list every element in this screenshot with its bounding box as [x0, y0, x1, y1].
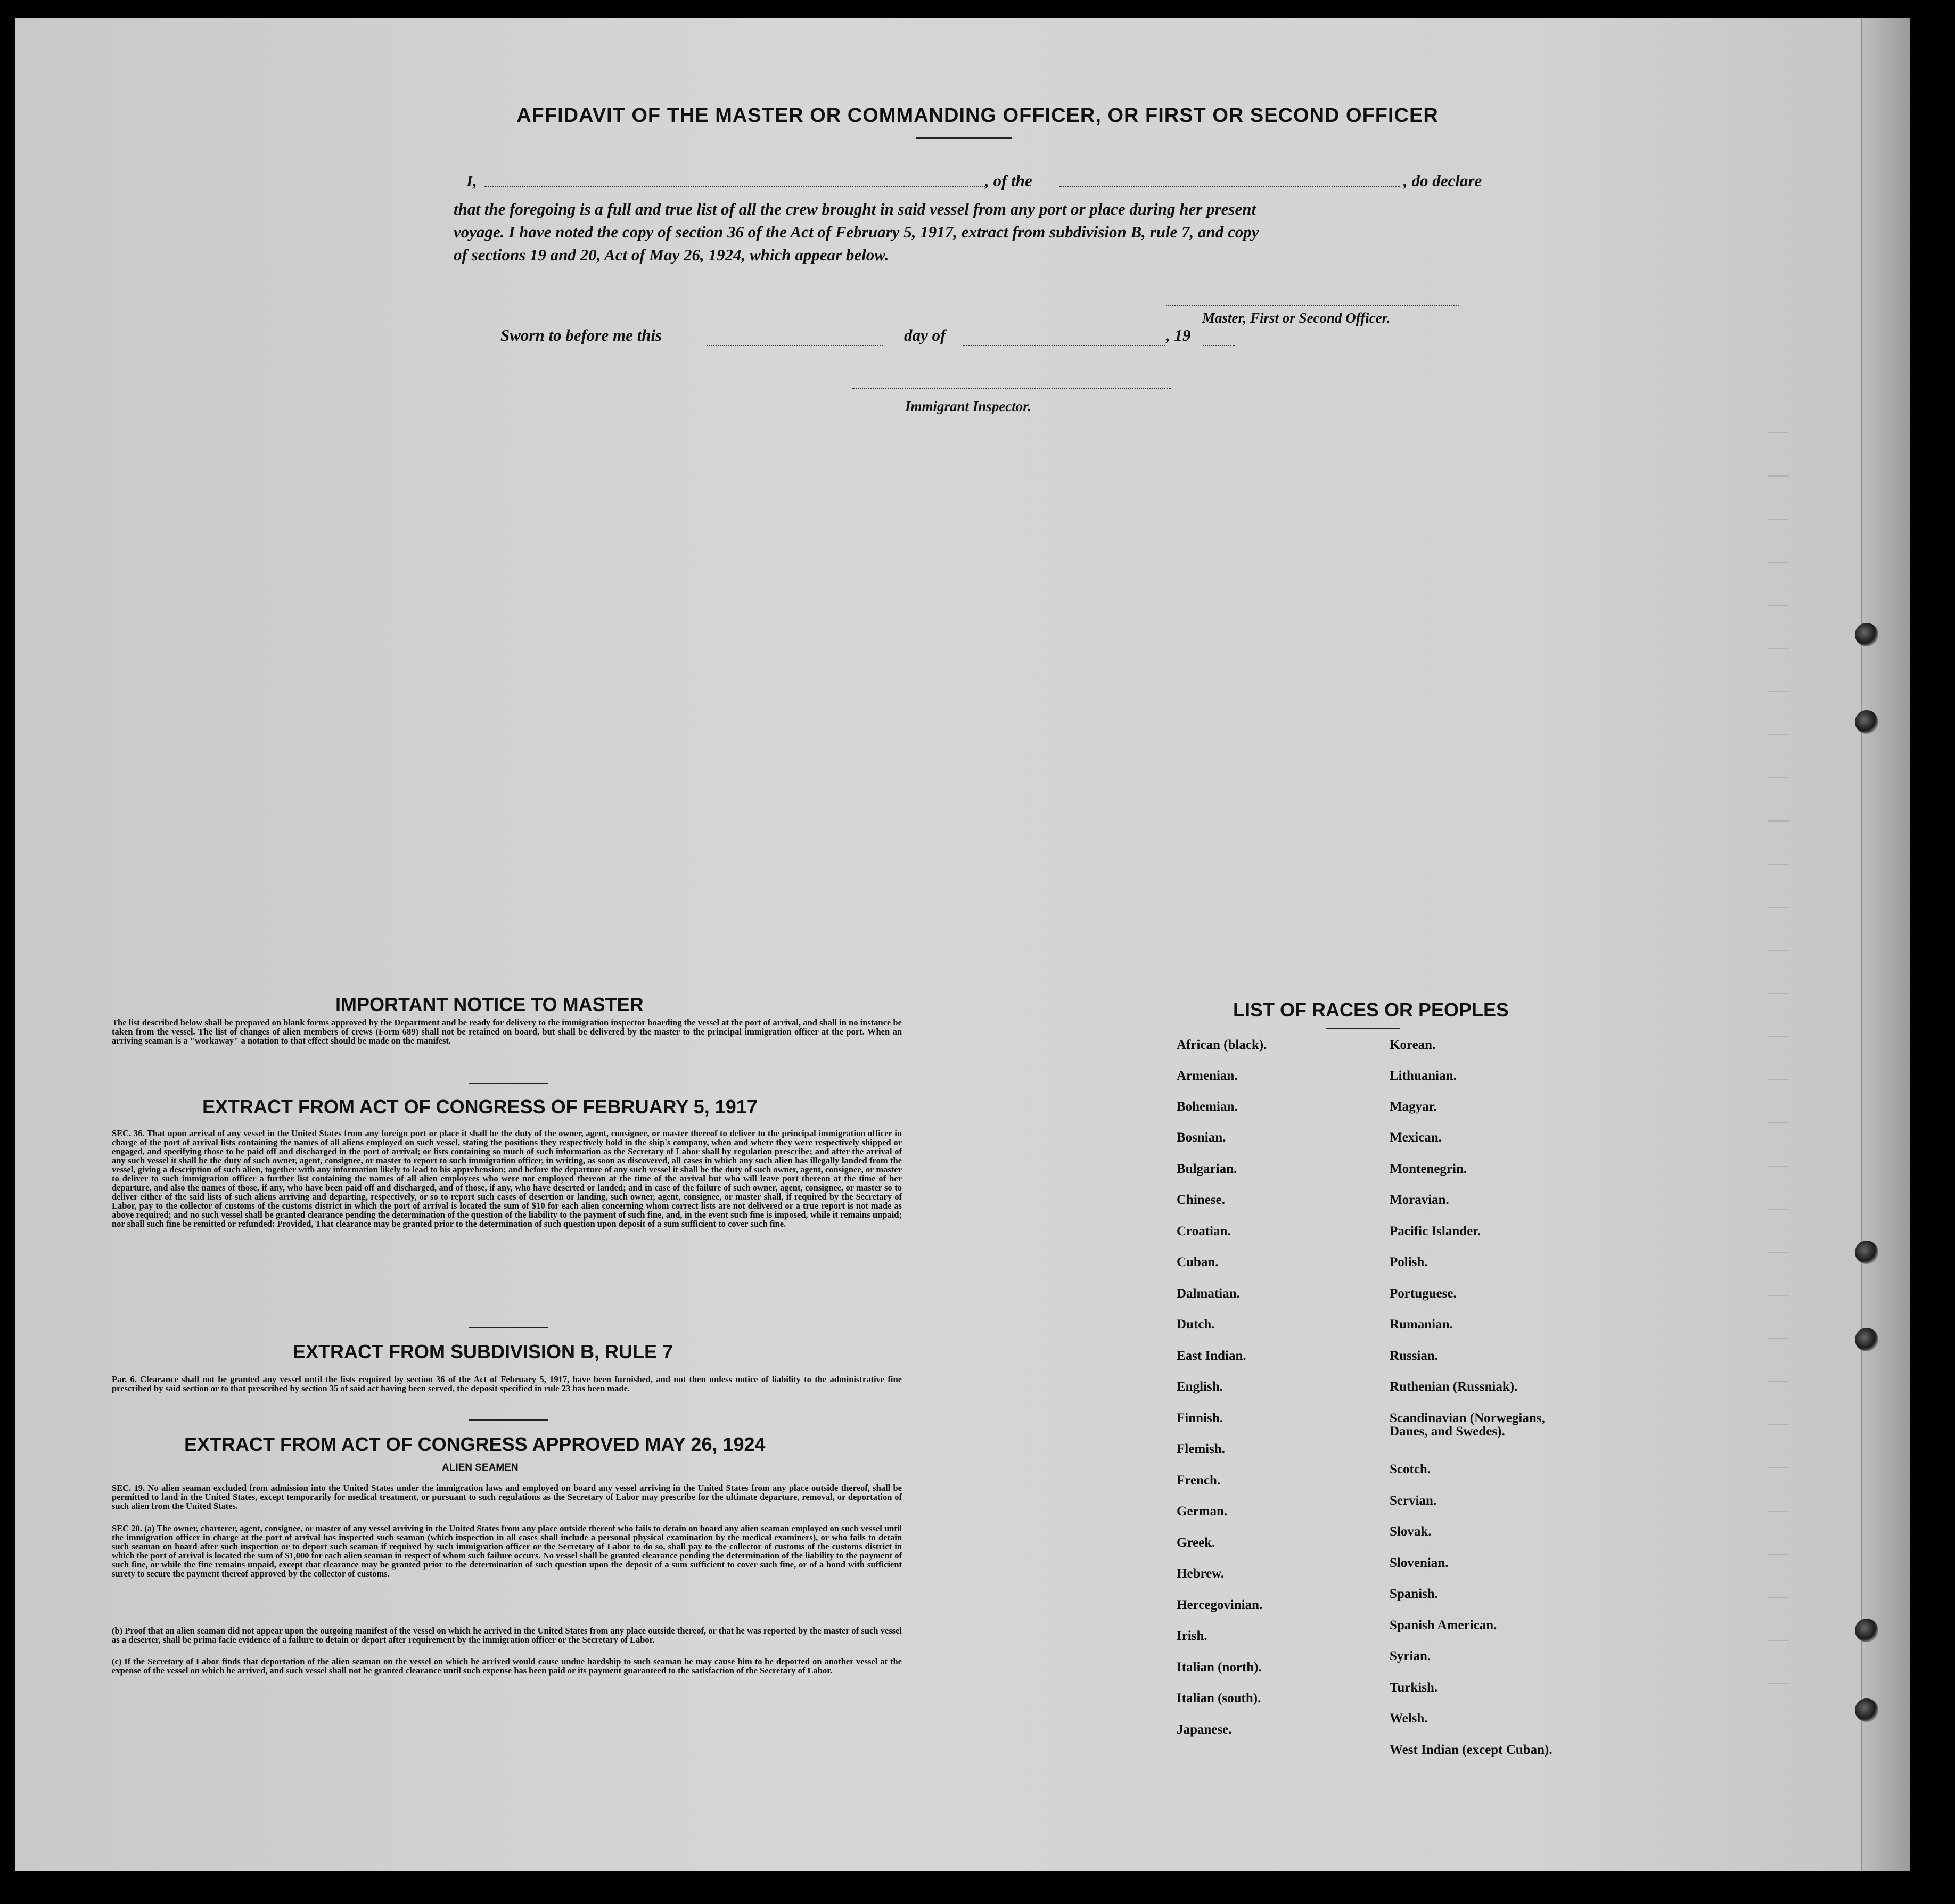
punch-hole [1855, 1619, 1878, 1642]
bleed-through-row [1768, 1424, 1789, 1425]
bleed-through-row [1768, 562, 1789, 563]
bleed-through-row [1768, 864, 1789, 865]
year-label: , 19 [1166, 326, 1191, 344]
rule-7-text: Par. 6. Clearance shall not be granted any vessel until the lists required by section 36 of the Act of February 5, 1917, have been furnished, and not then unless notice of liability to the administrative fine prescribed by said section or to that prescribed by section 35 of said act having been served, the deposit specified in rule 23 has been made. [112, 1374, 902, 1393]
bleed-through-row [1768, 1166, 1789, 1167]
bleed-through-row [1768, 432, 1789, 433]
bleed-through-row [1768, 1295, 1789, 1296]
affidavit-of-the: , of the [985, 171, 1032, 190]
races-title: LIST OF RACES OR PEOPLES [1233, 999, 1509, 1021]
punch-hole [1855, 1698, 1878, 1722]
affidavit-line-1: that the foregoing is a full and true list of all the crew brought in said vessel from any port or place during her present [454, 200, 1256, 218]
race-item-left: Bulgarian. [1177, 1162, 1237, 1176]
race-item-left: French. [1177, 1473, 1221, 1488]
bleed-through-row [1768, 1252, 1789, 1253]
act-1924-sec20a: SEC 20. (a) The owner, charterer, agent, consignee, or master of any vessel arriving in the United States from any place outside thereof who fails to detain on board any alien seaman employed on such vessel until the immigration officer in charge at the port of arrival has inspected such seaman (which inspection in all cases shall include a personal physical examination by the medical examiners), or who fails to detain such seaman on board after such inspection or to deport such seaman if required by such immigration officer or the Secretary of Labor to do so, shall pay to the collector of customs of the customs district in which the port of arrival is located the sum of $1,000 for each alien seaman in respect of whom such failure occurs. No vessel shall be granted clearance pending the determination of the liability to the payment of such fine, or while the fine remains unpaid, except that clearance may be granted prior to the determination of such question upon the deposit of a sum sufficient to cover such fine, or of a bond with sufficient surety to secure the payment thereof approved by the collector of customs. [112, 1523, 902, 1579]
race-item-left: Dutch. [1177, 1317, 1215, 1332]
bleed-through-row [1768, 1209, 1789, 1210]
punch-hole [1855, 710, 1878, 734]
race-item-right: Slovenian. [1390, 1556, 1449, 1570]
race-item-left: German. [1177, 1504, 1228, 1519]
race-item-right: Spanish American. [1390, 1618, 1497, 1632]
race-item-left: Irish. [1177, 1629, 1208, 1643]
bleed-through-row [1768, 475, 1789, 477]
bleed-through-row [1768, 691, 1789, 692]
race-item-right: Syrian. [1390, 1649, 1431, 1663]
act-1924-title: EXTRACT FROM ACT OF CONGRESS APPROVED MAY 26, 1924 [184, 1433, 766, 1455]
race-item-right: Slovak. [1390, 1524, 1432, 1539]
race-item-left: Cuban. [1177, 1255, 1219, 1269]
race-item-right: Ruthenian (Russniak). [1390, 1380, 1518, 1394]
affidavit-title: AFFIDAVIT OF THE MASTER OR COMMANDING OFFICER, OR FIRST OR SECOND OFFICER [516, 104, 1439, 127]
race-item-left: Croatian. [1177, 1224, 1231, 1238]
divider [1326, 1028, 1400, 1029]
bleed-through-row [1768, 1511, 1789, 1512]
race-item-right: Pacific Islander. [1390, 1224, 1481, 1238]
divider [469, 1419, 548, 1421]
document-page [15, 18, 1910, 1871]
bleed-through-row [1768, 648, 1789, 649]
bleed-through-row [1768, 820, 1789, 822]
inspector-label: Immigrant Inspector. [905, 398, 1032, 414]
notice-title: IMPORTANT NOTICE TO MASTER [335, 994, 644, 1015]
act-1924-sec20b: (b) Proof that an alien seaman did not appear upon the outgoing manifest of the vessel on which he arrived in the United States from any place outside thereof, or that he was reported by the master of such vessel as a deserter, shall be prima facie evidence of a failure to detain or deport after requirement by the immigration officer or the Secretary of Labor. [112, 1626, 902, 1645]
divider [469, 1327, 548, 1328]
inspector-signature-field[interactable] [852, 388, 1171, 389]
act-1917-text: SEC. 36. That upon arrival of any vessel in the United States from any foreign port or place it shall be the duty of the owner, agent, consignee, or master thereof to deliver to the principal immigration officer in charge of the port of arrival lists containing the names of all aliens employed on such vessel, stating the positions they respectively hold in the ship's company, when and where they were respectively shipped or engaged, and specifying those to be paid off and discharged in the port of arrival; or lists containing so much of such information as the Secretary of Labor shall by regulation prescribe; and after the arrival of any such vessel it shall be the duty of such owner, agent, consignee, or master to report to such immigration officer, in writing, as soon as discovered, all cases in which any such alien has illegally landed from the vessel, giving a description of such alien, together with any information likely to lead to his apprehension; and before the departure of any such vessel it shall be the duty of such owner, agent, consignee, or master to deliver to such immigration officer a further list containing the names of all alien employees who were not employed thereon at the time of the arrival but who will leave port thereon at the time of her departure, and also the names of those, if any, who have been paid off and discharged, and of those, if any, who have deserted or landed; and in case of the failure of such owner, agent, consignee, or master so to deliver either of the said lists of such aliens arriving and departing, respectively, or so to report such cases of desertion or landing, such owner, agent, consignee, or master shall, if required by the Secretary of Labor, pay to the collector of customs of the customs district in which the port of arrival is located the sum of $10 for each alien concerning whom correct lists are not delivered or a true report is not made as above required; and no such vessel shall be granted clearance pending the determination of the question of the liability to the payment of such fine, and, in the event such fine is imposed, while it remains unpaid; nor shall such fine be remitted or refunded: Provided, That clearance may be granted prior to the determination of such question upon deposit of a sum sufficient to cover such fine. [112, 1128, 902, 1229]
race-item-right: Korean. [1390, 1038, 1436, 1052]
bleed-through-row [1768, 1683, 1789, 1684]
race-item-left: East Indian. [1177, 1349, 1246, 1363]
day-of-label: day of [904, 326, 946, 344]
binding-strip [1861, 18, 1910, 1871]
race-item-right: Welsh. [1390, 1711, 1428, 1726]
race-item-left: Finnish. [1177, 1411, 1223, 1425]
affidavit-line-3: of sections 19 and 20, Act of May 26, 1924, which appear below. [454, 245, 889, 264]
race-item-left: Hebrew. [1177, 1566, 1225, 1581]
affidavit-line-2: voyage. I have noted the copy of section 36 of the Act of February 5, 1917, extract from subdivision B, rule 7, and copy [454, 223, 1259, 241]
race-item-right: Lithuanian. [1390, 1069, 1457, 1083]
race-item-right: Turkish. [1390, 1680, 1438, 1695]
bleed-through-row [1768, 734, 1789, 735]
bleed-through-row [1768, 1036, 1789, 1037]
race-item-right: Scandinavian (Norwegians, Danes, and Swedes). [1390, 1411, 1545, 1439]
bleed-through-row [1768, 777, 1789, 778]
name-field[interactable] [484, 186, 985, 187]
race-item-left: African (black). [1177, 1038, 1267, 1052]
bleed-through-row [1768, 1122, 1789, 1123]
vessel-field[interactable] [1059, 186, 1400, 187]
bleed-through-row [1768, 1554, 1789, 1555]
affidavit-i: I, [466, 171, 477, 190]
race-item-left: Dalmatian. [1177, 1286, 1240, 1301]
race-item-right: Montenegrin. [1390, 1162, 1467, 1176]
race-item-right: West Indian (except Cuban). [1390, 1743, 1552, 1757]
punch-hole [1855, 623, 1878, 646]
act-1924-sec20c: (c) If the Secretary of Labor finds that deportation of the alien seaman on the vessel on which he arrived would cause undue hardship to such seaman he may cause him to be deported on another vessel at the expense of the vessel on which he arrived, and such vessel shall not be granted clearance until such expense has been paid or its payment guaranteed to the satisfaction of the Secretary of Labor. [112, 1656, 902, 1676]
divider [469, 1083, 548, 1084]
punch-hole [1855, 1241, 1878, 1264]
sworn-day-field[interactable] [707, 345, 883, 346]
race-item-left: Flemish. [1177, 1442, 1225, 1456]
affidavit-do-declare: , do declare [1403, 171, 1482, 190]
race-item-left: Japanese. [1177, 1722, 1232, 1737]
bleed-through-row [1768, 1640, 1789, 1641]
sworn-year-field[interactable] [1203, 345, 1235, 346]
race-item-right: Moravian. [1390, 1193, 1449, 1207]
bleed-through-row [1768, 907, 1789, 908]
race-item-right: Polish. [1390, 1255, 1428, 1269]
bleed-through-row [1768, 1381, 1789, 1382]
race-item-right: Mexican. [1390, 1130, 1442, 1145]
act-1924-subtitle: ALIEN SEAMEN [442, 1462, 519, 1473]
divider [916, 137, 1012, 139]
race-item-right: Spanish. [1390, 1587, 1439, 1601]
bleed-through-row [1768, 950, 1789, 951]
race-item-left: English. [1177, 1380, 1223, 1394]
bleed-through-row [1768, 605, 1789, 606]
bleed-through-row [1768, 993, 1789, 994]
race-item-right: Servian. [1390, 1493, 1437, 1508]
bleed-through-row [1768, 1597, 1789, 1598]
bleed-through-row [1768, 1338, 1789, 1339]
bleed-through-row [1768, 1079, 1789, 1080]
master-signature-field[interactable] [1166, 305, 1459, 306]
race-item-right: Portuguese. [1390, 1286, 1457, 1301]
rule-7-title: EXTRACT FROM SUBDIVISION B, RULE 7 [293, 1341, 673, 1363]
notice-text: The list described below shall be prepared on blank forms approved by the Department and be ready for delivery to the immigration inspector boarding the vessel at the port of arrival, and shall in no instance be taken from the vessel. The list of changes of alien members of crews (Form 689) shall not be retained on board, but shall be delivered by the master to the principal immigration officer at the port. When an arriving seaman is a "workaway" a notation to that effect should be made on the manifest. [112, 1017, 902, 1046]
act-1917-title: EXTRACT FROM ACT OF CONGRESS OF FEBRUARY 5, 1917 [202, 1096, 758, 1118]
race-item-left: Italian (south). [1177, 1691, 1261, 1705]
master-label: Master, First or Second Officer. [1202, 310, 1391, 326]
sworn-label: Sworn to before me this [500, 326, 662, 344]
bleed-through-row [1768, 1467, 1789, 1468]
race-item-left: Greek. [1177, 1536, 1215, 1550]
sworn-month-field[interactable] [963, 345, 1165, 346]
act-1924-sec19: SEC. 19. No alien seaman excluded from admission into the United States under the immigration laws and employed on board any vessel arriving in the United States from any place outside thereof, shall be permitted to land in the United States, except temporarily for medical treatment, or pursuant to such regulations as the Secretary of Labor may prescribe for the ultimate departure, removal, or deportation of such alien from the United States. [112, 1483, 902, 1511]
race-item-right: Russian. [1390, 1349, 1439, 1363]
race-item-left: Italian (north). [1177, 1660, 1262, 1675]
race-item-right: Magyar. [1390, 1099, 1437, 1114]
punch-hole [1855, 1328, 1878, 1351]
race-item-left: Bohemian. [1177, 1099, 1238, 1114]
race-item-right: Rumanian. [1390, 1317, 1453, 1332]
bleed-through-row [1768, 519, 1789, 520]
race-item-right: Scotch. [1390, 1462, 1431, 1476]
race-item-left: Chinese. [1177, 1193, 1225, 1207]
race-item-left: Bosnian. [1177, 1130, 1226, 1145]
race-item-left: Hercegovinian. [1177, 1598, 1263, 1612]
race-item-left: Armenian. [1177, 1069, 1238, 1083]
